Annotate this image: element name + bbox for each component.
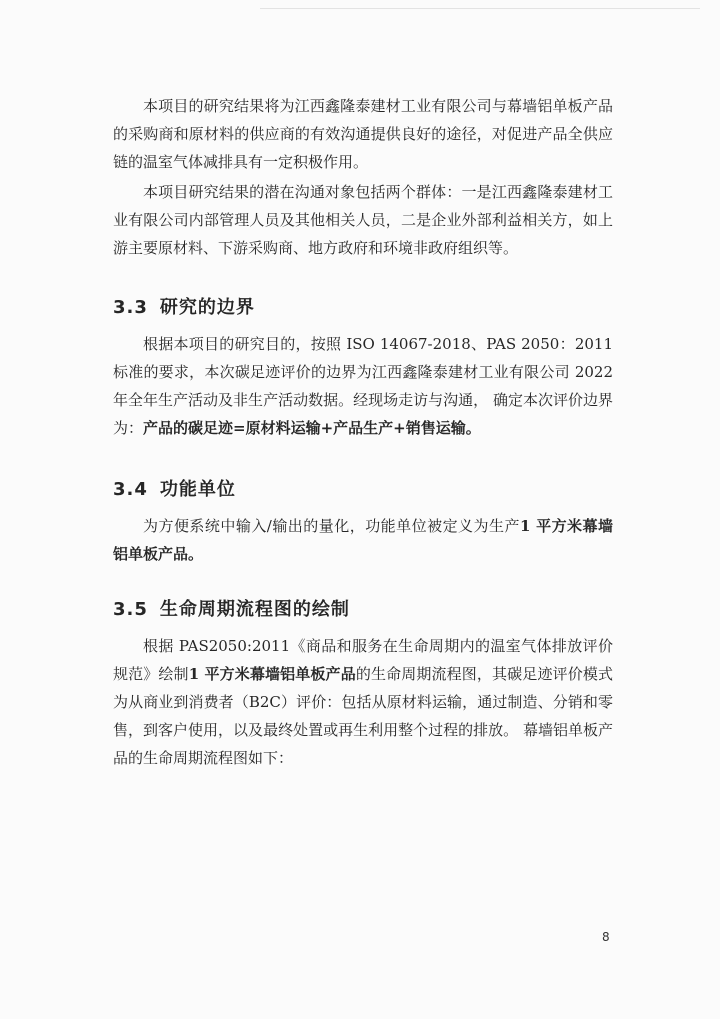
paragraph-research-results [113, 92, 613, 176]
section-number: 3.3 [113, 297, 148, 318]
paragraph-bold-text: 1 平方米幕墙铝单板产品 [188, 665, 356, 683]
section-heading-3-3 [113, 296, 255, 320]
section-heading-3-4 [113, 478, 236, 502]
paragraph-lifecycle-flowchart [113, 632, 613, 772]
section-number: 3.4 [113, 479, 148, 500]
paragraph-communication-targets [113, 178, 613, 262]
paragraph-text: 本项目研究结果的潜在沟通对象包括两个群体：一是江西鑫隆泰建材工业有限公司内部管理人员及其他相关人员，二是企业外部利益相关方，如上游主要原材料、下游采购商、地方政府和环境非政府组织等。 [113, 183, 613, 257]
section-number: 3.5 [113, 599, 148, 620]
paragraph-text: 根据 PAS2050:2011《商品和服务在生命周期内的温室气体排放评价规范》绘制 [113, 637, 613, 683]
section-heading-3-5 [113, 598, 350, 622]
section-title: 功能单位 [159, 479, 236, 500]
paragraph-text: 根据本项目的研究目的，按照 ISO 14067-2018、PAS 2050：2011 标准的要求，本次碳足迹评价的边界为江西鑫隆泰建材工业有限公司 2022 年全年生产活动及非生产活动数据。经现场走访与沟通， 确定本次评价边界为： [113, 335, 613, 437]
paragraph-text: 的生命周期流程图，其碳足迹评价模式为从商业到消费者（B2C）评价：包括从原材料运输，通过制造、分销和零售，到客户使用，以及最终处置或再生利用整个过程的排放。 幕墙铝单板产品的生命周期流程图如下： [113, 665, 613, 767]
scan-top-edge [260, 8, 700, 9]
paragraph-functional-unit [113, 512, 613, 568]
page-number: 8 [602, 930, 610, 944]
paragraph-text: 为方便系统中输入/输出的量化，功能单位被定义为生产 [143, 517, 520, 535]
section-title: 研究的边界 [159, 297, 255, 318]
paragraph-boundary [113, 330, 613, 442]
paragraph-bold-text: 1 平方米幕墙铝单板产品。 [113, 517, 613, 563]
paragraph-bold-text: 产品的碳足迹=原材料运输+产品生产+销售运输。 [143, 419, 481, 437]
section-title: 生命周期流程图的绘制 [159, 599, 350, 620]
paragraph-text: 本项目的研究结果将为江西鑫隆泰建材工业有限公司与幕墙铝单板产品的采购商和原材料的供应商的有效沟通提供良好的途径，对促进产品全供应链的温室气体减排具有一定积极作用。 [113, 97, 613, 171]
